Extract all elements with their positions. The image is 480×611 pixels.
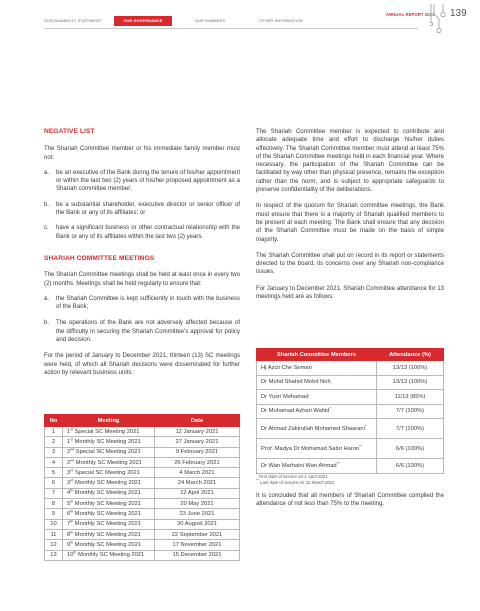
paragraph-quorum: In respect of the quorum for Shariah committee meetings, the Bank must ensure that there is a majority of Shariah qualified members to be present at each meeting. The Bank shall ensure that any decision of the Shariah Committee must be made on the basis of simple majority. <box>256 203 444 243</box>
meeting-date: 24 March 2021 <box>155 478 240 488</box>
table-row <box>257 439 444 459</box>
negative-list-intro: The Shariah Committee member or his immediate family member must not: <box>44 146 240 161</box>
meeting-no: 4 <box>45 457 63 467</box>
member-name: Hj Azizi Che Seman <box>257 361 377 376</box>
meeting-no: 7 <box>45 488 63 498</box>
member-attendance: 13/13 (100%) <box>377 375 444 390</box>
table-row <box>45 427 240 437</box>
table-row <box>45 499 240 509</box>
member-name: Prof. Madya Dr Mohamad Sabri Haron** <box>257 439 377 459</box>
table-header-row <box>257 349 444 361</box>
meeting-date: 15 December 2021 <box>155 550 240 560</box>
list-item: a. the Shariah Committee is kept sufficiently in touch with the business of the Bank; <box>44 295 240 311</box>
member-attendance: 7/7 (100%) <box>377 419 444 439</box>
footnotes <box>256 474 444 487</box>
table-row <box>257 404 444 419</box>
meeting-date: 30 August 2021 <box>155 519 240 529</box>
list-item: b. be a substantial shareholder, executive director or senior officer of the Bank or any of its affiliates; or <box>44 201 240 217</box>
paragraph-attendance-intro: For January to December 2021, Shariah Committee attendance for 13 meetings held are as follows: <box>256 285 444 301</box>
left-column <box>44 128 240 377</box>
page-header <box>0 0 480 34</box>
meeting-date: 23 June 2021 <box>155 509 240 519</box>
meeting-no: 12 <box>45 540 63 550</box>
negative-list <box>44 169 240 241</box>
page-number: 139 <box>450 8 467 19</box>
member-name: Dr Mohd Shahid Mohd Noh <box>257 375 377 390</box>
footnote: ** Last date of service on 31 March 2021 <box>256 478 335 486</box>
list-item: c. have a significant business or other contractual relationship with the Bank or any of its affiliates within the last two (2) years. <box>44 225 240 240</box>
meeting-date: 22 September 2021 <box>155 529 240 539</box>
meeting-name: 5th Monthly SC Meeting 2021 <box>63 499 155 509</box>
meeting-name: 1st Special SC Meeting 2021 <box>63 427 155 437</box>
nav-our-numbers[interactable]: OUR NUMBERS <box>194 18 226 23</box>
table-row <box>257 419 444 439</box>
meeting-no: 2 <box>45 437 63 447</box>
meetings-list <box>44 295 240 344</box>
meeting-date: 4 March 2021 <box>155 468 240 478</box>
meeting-no: 5 <box>45 468 63 478</box>
member-attendance: 11/13 (85%) <box>377 390 444 405</box>
meeting-date: 20 May 2021 <box>155 499 240 509</box>
meeting-date: 26 February 2021 <box>155 457 240 467</box>
member-name: Dr Muhamad Azhari Wahid* <box>257 404 377 419</box>
right-column <box>256 128 444 301</box>
meeting-no: 1 <box>45 427 63 437</box>
member-attendance: 6/6 (100%) <box>377 459 444 474</box>
table-row <box>257 390 444 405</box>
meeting-name: 2nd Special SC Meeting 2021 <box>63 447 155 457</box>
header-rule <box>44 28 418 29</box>
member-attendance: 7/7 (100%) <box>377 404 444 419</box>
col-header-meeting: Meeting <box>63 415 155 427</box>
meeting-date: 17 November 2021 <box>155 540 240 550</box>
member-name: Dr Ahmad Zakirullah Mohamed Shaarani* <box>257 419 377 439</box>
meeting-date: 12 January 2021 <box>155 427 240 437</box>
nav-our-governance[interactable]: OUR GOVERNANCE <box>114 16 172 26</box>
table-row <box>45 447 240 457</box>
meeting-no: 10 <box>45 519 63 529</box>
meeting-name: 9th Monthly SC Meeting 2021 <box>63 540 155 550</box>
table-row <box>257 375 444 390</box>
meeting-no: 3 <box>45 447 63 457</box>
meeting-name: 1st Monthly SC Meeting 2021 <box>63 437 155 447</box>
member-attendance: 13/13 (100%) <box>377 361 444 376</box>
meeting-name: 2nd Monthly SC Meeting 2021 <box>63 457 155 467</box>
table-row <box>45 529 240 539</box>
circuit-decoration-icon <box>430 4 448 34</box>
list-item: a. be an executive of the Bank during the tenure of his/her appointment or within the last two (2) years of his/her proposed appointment as a Shariah committee member; <box>44 169 240 193</box>
meeting-table <box>44 414 240 561</box>
nav-sustainability-statement[interactable]: SUSTAINABILITY STATEMENT <box>44 18 102 23</box>
col-header-no: No <box>45 415 63 427</box>
section-nav <box>44 16 316 28</box>
member-name: Dr Yusri Mohamad <box>257 390 377 405</box>
meeting-no: 8 <box>45 499 63 509</box>
meeting-name: 3rd Special SC Meeting 2021 <box>63 468 155 478</box>
meeting-date: 22 April 2021 <box>155 488 240 498</box>
meetings-intro: The Shariah Committee meetings shall be held at least once in every two (2) months. Meetings shall be held regularly to ensure that: <box>44 272 240 287</box>
footnote: * First date of service on 1 April 2021 <box>256 472 328 479</box>
meeting-name: 7th Monthly SC Meeting 2021 <box>63 519 155 529</box>
table-row <box>45 457 240 467</box>
meeting-name: 4th Monthly SC Meeting 2021 <box>63 488 155 498</box>
list-item: b. The operations of the Bank are not adversely affected because of the difficulty in securing the Shariah Committee's approval for policy and decision. <box>44 320 240 344</box>
meeting-date: 9 February 2021 <box>155 447 240 457</box>
meeting-name: 6th Monthly SC Meeting 2021 <box>63 509 155 519</box>
meeting-date: 27 January 2021 <box>155 437 240 447</box>
meeting-name: 3rd Monthly SC Meeting 2021 <box>63 478 155 488</box>
table-row <box>45 519 240 529</box>
meeting-no: 6 <box>45 478 63 488</box>
col-header-attendance: Attendance (%) <box>377 349 444 361</box>
meetings-heading: SHARIAH COMMITTEE MEETINGS <box>44 254 155 262</box>
table-row <box>257 361 444 376</box>
table-row <box>257 459 444 474</box>
table-row <box>45 468 240 478</box>
table-header-row <box>45 415 240 427</box>
col-header-date: Date <box>155 415 240 427</box>
attendance-table <box>256 348 444 474</box>
table-row <box>45 509 240 519</box>
meeting-name: 8th Monthly SC Meeting 2021 <box>63 529 155 539</box>
member-name: Dr Wan Marhaini Wan Ahmad** <box>257 459 377 474</box>
meeting-no: 11 <box>45 529 63 539</box>
table-row <box>45 437 240 447</box>
paragraph-commitment: The Shariah Committee member is expected to contribute and allocate adequate time and effort to discharge his/her duties effectively. The Shariah Committee member must attend at least 75% of the Shariah Committee meetings held in each financial year. Where necessary, the participation of the Shariah Committee can be facilitated by way other than physical presence, remains the exception rather than the norm, and is subject to appropriate safeguards to preserve confidentiality of the deliberations. <box>256 129 444 194</box>
col-header-member: Shariah Committee Members <box>257 349 377 361</box>
table-row <box>45 550 240 560</box>
meeting-no: 13 <box>45 550 63 560</box>
member-attendance: 6/6 (100%) <box>377 439 444 459</box>
paragraph-record: The Shariah Committee shall put on record in its report or statements directed to the board, its concerns over any Shariah non-compliance issues. <box>256 252 444 276</box>
report-title: ANNUAL REPORT 2021 <box>386 12 435 17</box>
negative-list-heading: NEGATIVE LIST <box>44 128 95 135</box>
nav-other-information[interactable]: OTHER INFORMATION <box>259 18 303 23</box>
conclusion-text: It is concluded that all members of Shariah Committee complied the attendance of not less than 75% to the meeting. <box>256 493 444 508</box>
table-row <box>45 478 240 488</box>
meeting-name: 10th Monthly SC Meeting 2021 <box>63 550 155 560</box>
meeting-no: 9 <box>45 509 63 519</box>
table-row <box>45 488 240 498</box>
table-row <box>45 540 240 550</box>
meetings-period-text: For the period of January to December 2021, thirteen (13) SC meetings were held, of which all Shariah decisions were disseminated for further action by relevant business units: <box>44 353 240 376</box>
